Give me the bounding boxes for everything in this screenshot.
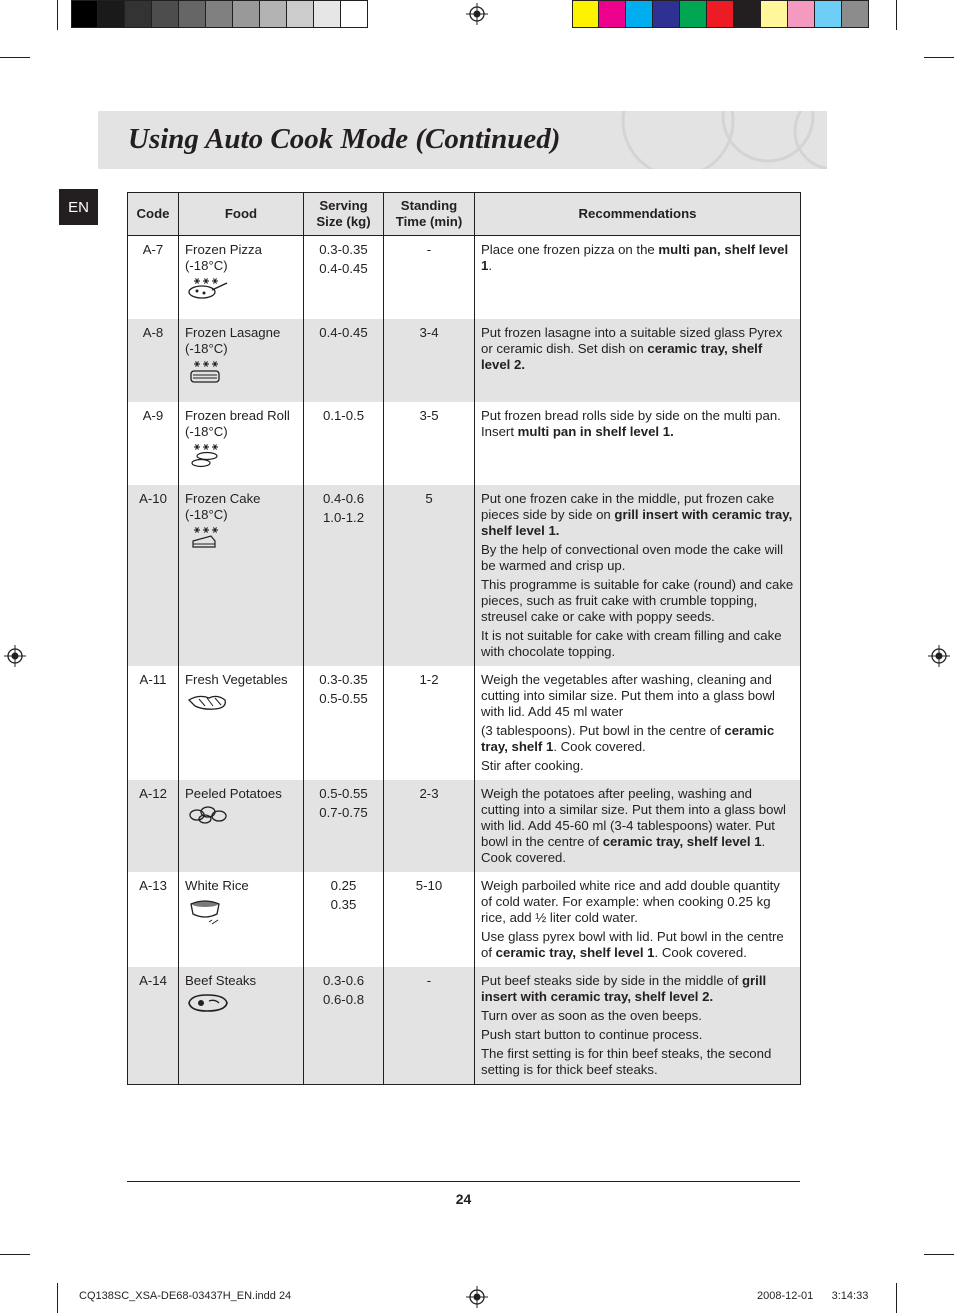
- recommendations-cell: [475, 236, 801, 319]
- color-swatch: [707, 0, 734, 28]
- recommendation-text: . Cook covered.: [481, 833, 766, 865]
- code-cell: A-12: [128, 780, 179, 872]
- crop-mark: [0, 1254, 30, 1255]
- frozen-bread-roll-icon: [185, 442, 297, 472]
- table-header-row: [128, 193, 801, 236]
- food-cell: [179, 872, 304, 967]
- serving-size-cell: [304, 402, 384, 485]
- registration-mark-icon: [466, 3, 488, 25]
- recommendation-paragraph: [481, 672, 794, 720]
- color-swatch: [626, 0, 653, 28]
- code-cell: A-11: [128, 666, 179, 780]
- color-swatch: [572, 0, 599, 28]
- recommendation-paragraph: [481, 878, 794, 926]
- grayscale-color-bar: [71, 0, 368, 29]
- serving-size-cell: [304, 780, 384, 872]
- food-temperature: (-18°C): [185, 506, 228, 522]
- color-swatch: [71, 0, 98, 28]
- food-name: Peeled Potatoes: [185, 785, 282, 801]
- recommendation-paragraph: [481, 786, 794, 866]
- recommendation-paragraph: [481, 758, 794, 774]
- serving-size-value: 0.7-0.75: [319, 804, 368, 820]
- process-color-bar: [572, 0, 869, 29]
- food-name: Fresh Vegetables: [185, 671, 288, 687]
- recommendations-cell: [475, 967, 801, 1085]
- slug-date: 2008-12-01: [757, 1290, 814, 1302]
- recommendation-text: Put beef steaks side by side in the middle of: [481, 972, 742, 988]
- recommendation-text: Weigh the vegetables after washing, cleaning and cutting into similar size. Put them into a glass bowl with lid. Add 45 ml water: [481, 671, 775, 719]
- color-swatch: [815, 0, 842, 28]
- language-tab: EN: [59, 189, 98, 225]
- color-swatch: [98, 0, 125, 28]
- peeled-potatoes-icon: [185, 804, 297, 830]
- color-swatch: [680, 0, 707, 28]
- food-name: White Rice: [185, 877, 249, 893]
- frozen-cake-icon: [185, 525, 297, 555]
- recommendation-text: (3 tablespoons). Put bowl in the centre of: [481, 722, 725, 738]
- serving-size-value: 0.3-0.35: [319, 242, 368, 257]
- food-cell: [179, 666, 304, 780]
- food-name: Frozen bread Roll: [185, 407, 290, 423]
- serving-size-value: 1.0-1.2: [322, 509, 365, 525]
- registration-mark-icon: [466, 1286, 488, 1308]
- crop-mark: [924, 1254, 954, 1255]
- color-swatch: [206, 0, 233, 28]
- header-serving-size: Serving Size (kg): [304, 193, 384, 236]
- recommendation-text: . Cook covered.: [654, 944, 747, 960]
- table-row: [128, 402, 801, 485]
- crop-mark: [57, 0, 58, 30]
- registration-mark-icon: [928, 645, 950, 667]
- recommendation-paragraph: [481, 1046, 794, 1078]
- code-cell: A-9: [128, 402, 179, 485]
- serving-size-cell: [304, 967, 384, 1085]
- recommendations-cell: [475, 872, 801, 967]
- recommendations-cell: [475, 402, 801, 485]
- color-swatch: [179, 0, 206, 28]
- page-number: 24: [455, 1191, 472, 1207]
- table-row: [128, 872, 801, 967]
- recommendation-text: The first setting is for thin beef steaks, the second setting is for thick beef steaks.: [481, 1045, 772, 1077]
- food-name: Frozen Pizza: [185, 242, 262, 257]
- table-row: [128, 236, 801, 319]
- color-swatch: [260, 0, 287, 28]
- recommendations-cell: [475, 485, 801, 666]
- recommendation-paragraph: [481, 325, 794, 373]
- recommendations-cell: [475, 780, 801, 872]
- code-cell: A-7: [128, 236, 179, 319]
- serving-size-cell: [304, 485, 384, 666]
- slug-time: 3:14:33: [831, 1290, 869, 1302]
- table-row: [128, 780, 801, 872]
- color-swatch: [653, 0, 680, 28]
- standing-time-cell: 3-4: [384, 319, 475, 402]
- footer-rule: [127, 1181, 800, 1182]
- recommendation-text: Push start button to continue process.: [481, 1026, 703, 1042]
- recommendation-text: .: [488, 258, 493, 273]
- table-row: [128, 319, 801, 402]
- table-row: [128, 967, 801, 1085]
- header-code: Code: [128, 193, 179, 236]
- serving-size-value: 0.4-0.6: [322, 490, 365, 506]
- recommendation-text: This programme is suitable for cake (round) and cake pieces, such as fruit cake with crumble topping, streusel cake or cake with poppy seeds.: [481, 576, 794, 624]
- file-slug: CQ138SC_XSA-DE68-03437H_EN.indd 24: [79, 1290, 292, 1302]
- food-cell: [179, 236, 304, 319]
- crop-mark: [896, 0, 897, 30]
- food-cell: [179, 967, 304, 1085]
- serving-size-cell: [304, 319, 384, 402]
- table-row: [128, 485, 801, 666]
- white-rice-icon: [185, 896, 297, 932]
- serving-size-value: 0.3-0.6: [322, 972, 365, 988]
- serving-size-value: 0.1-0.5: [322, 407, 365, 423]
- header-recommendations: Recommendations: [475, 193, 801, 236]
- serving-size-cell: [304, 666, 384, 780]
- recommendation-emphasis: grill insert with ceramic tray, shelf level 1.: [481, 506, 793, 538]
- code-cell: A-8: [128, 319, 179, 402]
- recommendation-emphasis: ceramic tray, shelf 1: [481, 722, 775, 754]
- recommendation-paragraph: [481, 491, 794, 539]
- code-cell: A-14: [128, 967, 179, 1085]
- serving-size-cell: [304, 236, 384, 319]
- recommendation-text: Weigh the potatoes after peeling, washing and cutting into a similar size. Put them into a glass bowl with lid. Add 45-60 ml (3-4 tablespoons) water. Put bowl in the centre of: [481, 785, 786, 849]
- date-slug: [757, 1290, 868, 1302]
- color-swatch: [125, 0, 152, 28]
- standing-time-cell: -: [384, 236, 475, 319]
- food-temperature: (-18°C): [185, 423, 228, 439]
- title-band: [98, 111, 827, 169]
- code-cell: A-13: [128, 872, 179, 967]
- frozen-pizza-icon: [185, 276, 297, 304]
- recommendation-paragraph: [481, 929, 794, 961]
- color-swatch: [233, 0, 260, 28]
- serving-size-value: 0.5-0.55: [319, 785, 368, 801]
- serving-size-value: 0.4-0.45: [319, 261, 368, 276]
- food-temperature: (-18°C): [185, 258, 228, 273]
- recommendation-paragraph: [481, 723, 794, 755]
- frozen-lasagne-icon: [185, 359, 297, 389]
- food-name: Frozen Cake: [185, 490, 261, 506]
- crop-mark: [896, 1283, 897, 1313]
- recommendation-paragraph: [481, 577, 794, 625]
- recommendation-paragraph: [481, 242, 794, 274]
- color-swatch: [341, 0, 368, 28]
- recommendation-emphasis: multi pan, shelf level 1: [481, 242, 789, 273]
- recommendation-text: Turn over as soon as the oven beeps.: [481, 1007, 702, 1023]
- auto-cook-table: [127, 192, 801, 1085]
- recommendation-text: Use glass pyrex bowl with lid. Put bowl in the centre of: [481, 928, 784, 960]
- registration-mark-icon: [4, 645, 26, 667]
- recommendation-text: Stir after cooking.: [481, 757, 584, 773]
- crop-mark: [57, 1283, 58, 1313]
- food-cell: [179, 319, 304, 402]
- recommendation-paragraph: [481, 1027, 794, 1043]
- recommendation-paragraph: [481, 973, 794, 1005]
- food-name: Frozen Lasagne: [185, 324, 281, 340]
- recommendation-text: Put frozen lasagne into a suitable sized glass Pyrex or ceramic dish. Set dish on: [481, 324, 783, 356]
- recommendation-text: . Cook covered.: [553, 738, 646, 754]
- standing-time-cell: -: [384, 967, 475, 1085]
- recommendation-paragraph: [481, 628, 794, 660]
- standing-time-cell: 5: [384, 485, 475, 666]
- recommendation-text: Put one frozen cake in the middle, put frozen cake pieces side by side on: [481, 490, 775, 522]
- color-swatch: [152, 0, 179, 28]
- serving-size-value: 0.3-0.35: [319, 671, 368, 687]
- standing-time-cell: 1-2: [384, 666, 475, 780]
- recommendation-paragraph: [481, 408, 794, 440]
- food-cell: [179, 485, 304, 666]
- serving-size-value: 0.25: [330, 877, 357, 893]
- standing-time-cell: 2-3: [384, 780, 475, 872]
- page-title: Using Auto Cook Mode (Continued): [128, 123, 561, 155]
- color-swatch: [314, 0, 341, 28]
- recommendation-paragraph: [481, 1008, 794, 1024]
- food-cell: [179, 402, 304, 485]
- recommendation-emphasis: multi pan in shelf level 1.: [517, 423, 674, 439]
- recommendations-cell: [475, 319, 801, 402]
- recommendation-text: Put frozen bread rolls side by side on the multi pan. Insert: [481, 407, 781, 439]
- recommendation-emphasis: ceramic tray, shelf level 1: [602, 833, 762, 849]
- tomato-decoration-icon: [618, 111, 827, 169]
- code-cell: A-10: [128, 485, 179, 666]
- table-row: [128, 666, 801, 780]
- recommendation-text: Place one frozen pizza on the: [481, 242, 659, 257]
- recommendations-cell: [475, 666, 801, 780]
- header-standing-time: Standing Time (min): [384, 193, 475, 236]
- serving-size-cell: [304, 872, 384, 967]
- food-cell: [179, 780, 304, 872]
- header-food: Food: [179, 193, 304, 236]
- recommendation-text: Weigh parboiled white rice and add double quantity of cold water. For example: when cooking 0.25 kg rice, add ½ liter cold water.: [481, 877, 780, 925]
- recommendation-text: It is not suitable for cake with cream filling and cake with chocolate topping.: [481, 627, 782, 659]
- food-temperature: (-18°C): [185, 340, 228, 356]
- beef-steak-icon: [185, 991, 297, 1019]
- serving-size-value: 0.6-0.8: [322, 991, 365, 1007]
- recommendation-emphasis: ceramic tray, shelf level 1: [495, 944, 655, 960]
- color-swatch: [761, 0, 788, 28]
- standing-time-cell: 5-10: [384, 872, 475, 967]
- recommendation-emphasis: grill insert with ceramic tray, shelf level 2.: [481, 972, 767, 1004]
- fresh-vegetables-icon: [185, 690, 297, 716]
- color-swatch: [842, 0, 869, 28]
- standing-time-cell: 3-5: [384, 402, 475, 485]
- color-swatch: [734, 0, 761, 28]
- serving-size-value: 0.35: [330, 896, 357, 912]
- recommendation-emphasis: ceramic tray, shelf level 2.: [481, 340, 763, 372]
- recommendation-text: By the help of convectional oven mode the cake will be warmed and crisp up.: [481, 541, 784, 573]
- color-swatch: [599, 0, 626, 28]
- food-name: Beef Steaks: [185, 972, 257, 988]
- recommendation-paragraph: [481, 542, 794, 574]
- serving-size-value: 0.4-0.45: [319, 324, 368, 340]
- color-swatch: [287, 0, 314, 28]
- crop-mark: [924, 57, 954, 58]
- color-swatch: [788, 0, 815, 28]
- serving-size-value: 0.5-0.55: [319, 690, 368, 706]
- crop-mark: [0, 57, 30, 58]
